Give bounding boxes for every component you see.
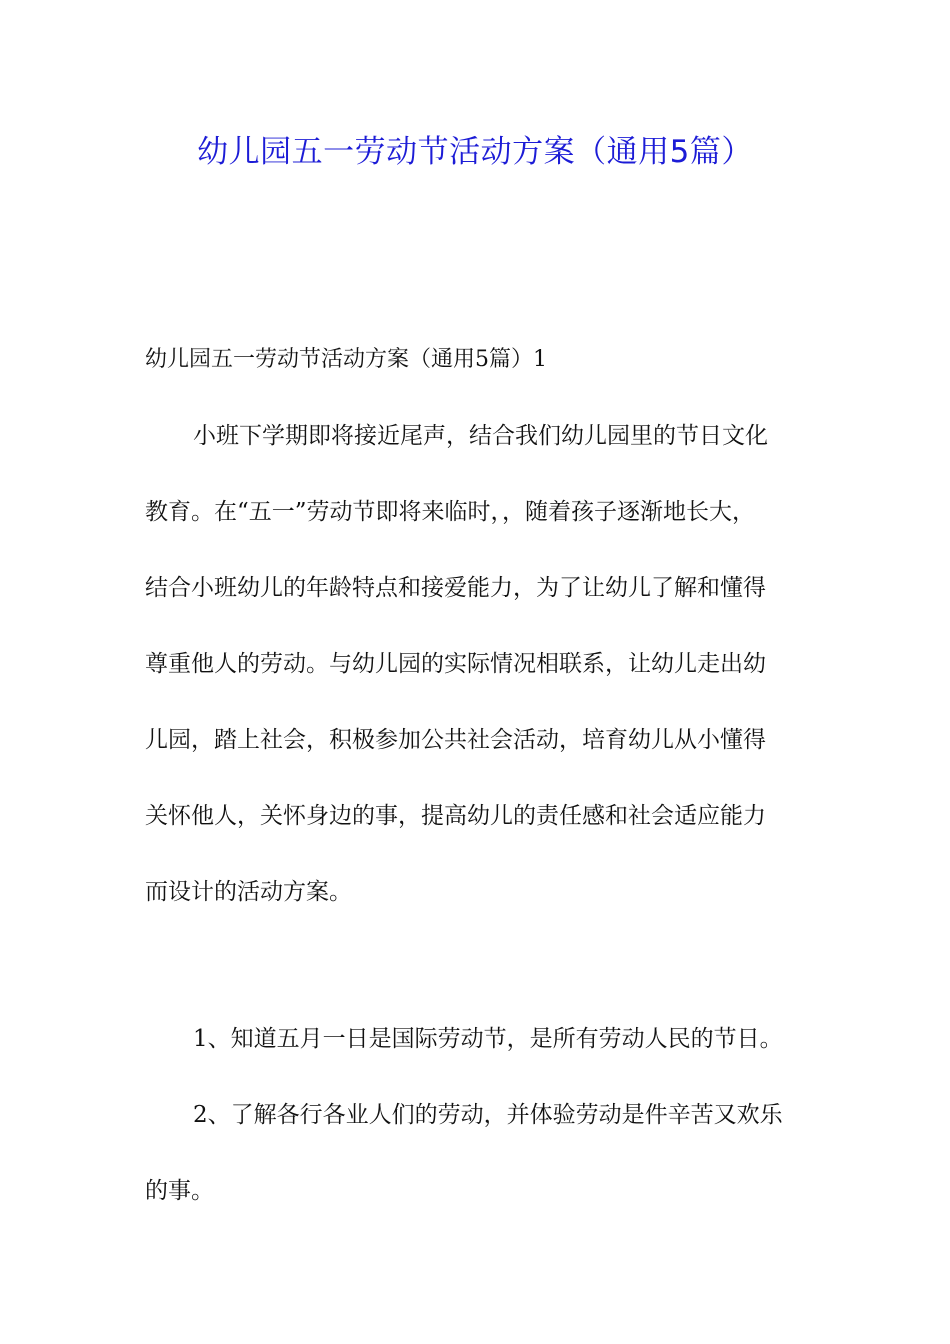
intro-paragraph [145,398,825,930]
paragraph-line: 1、知道五月一日是国际劳动节，是所有劳动人民的节日。 [193,1026,783,1052]
paragraph-line: 而设计的活动方案。 [145,879,352,905]
paragraph-line: 结合小班幼儿的年龄特点和接爱能力，为了让幼儿了解和懂得 [145,575,766,601]
section-heading: 幼儿园五一劳动节活动方案（通用5篇）1 [145,347,547,372]
goal-item-1 [145,1001,825,1077]
document-title: 幼儿园五一劳动节活动方案（通用5篇） [197,134,753,170]
paragraph-line: 小班下学期即将接近尾声，结合我们幼儿园里的节日文化 [193,423,768,449]
paragraph-line: 的事。 [145,1178,214,1204]
paragraph-line: 关怀他人，关怀身边的事，提高幼儿的责任感和社会适应能力 [145,803,766,829]
paragraph-line: 儿园，踏上社会，积极参加公共社会活动，培育幼儿从小懂得 [145,727,766,753]
paragraph-line: 教育。在“五一”劳动节即将来临时，，随着孩子逐渐地长大， [145,499,756,525]
goal-item-2 [145,1077,825,1229]
paragraph-line: 2、了解各行各业人们的劳动，并体验劳动是件辛苦又欢乐 [193,1102,783,1128]
paragraph-line: 尊重他人的劳动。与幼儿园的实际情况相联系，让幼儿走出幼 [145,651,766,677]
